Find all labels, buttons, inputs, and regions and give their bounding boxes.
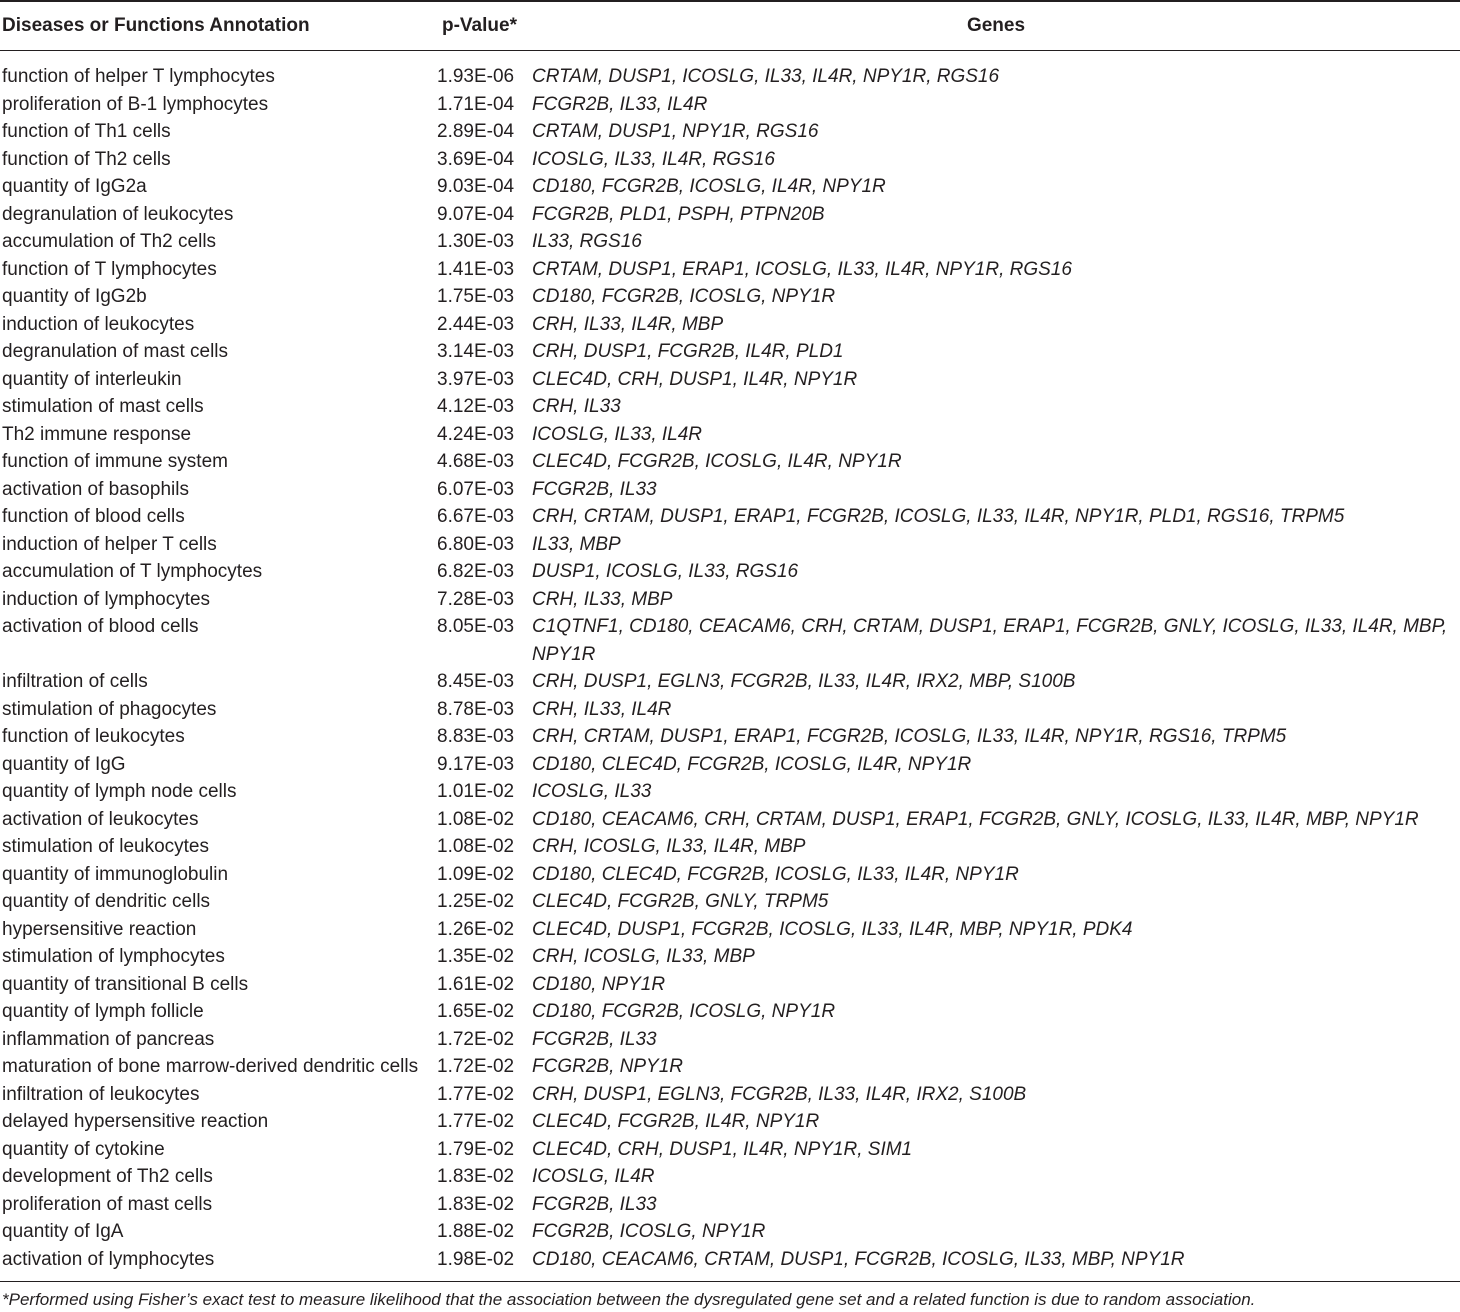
genes-cell: CRH, DUSP1, EGLN3, FCGR2B, IL33, IL4R, IRX2, MBP, S100B — [532, 671, 1076, 692]
genes-cell: CD180, FCGR2B, ICOSLG, IL4R, NPY1R — [532, 176, 886, 197]
genes-cell: CD180, CEACAM6, CRTAM, DUSP1, FCGR2B, ICOSLG, IL33, MBP, NPY1R — [532, 1248, 1185, 1270]
genes-cell: FCGR2B, IL33 — [532, 1193, 657, 1215]
genes-cell: CLEC4D, FCGR2B, IL4R, NPY1R — [532, 1111, 820, 1132]
genes-cell: CRH, ICOSLG, IL33, MBP — [532, 946, 755, 967]
table-body — [0, 51, 1460, 1274]
table-header-row — [0, 1, 1460, 51]
genes-cell: CRH, DUSP1, FCGR2B, IL4R, PLD1 — [532, 341, 844, 362]
genes-cell: DUSP1, ICOSLG, IL33, RGS16 — [532, 561, 799, 582]
genes-cell: ICOSLG, IL4R — [532, 1166, 655, 1187]
table-row — [0, 146, 1460, 174]
footnote: *Performed using Fisher’s exact test to measure likelihood that the association between the dysregulated gene set and a related function is due to random association. — [2, 1290, 1256, 1309]
annotation-cell: accumulation of Th2 cells — [2, 231, 217, 252]
p-value-cell: 8.78E-03 — [437, 698, 515, 720]
table-row — [0, 228, 1460, 256]
genes-cell: FCGR2B, PLD1, PSPH, PTPN20B — [532, 203, 825, 225]
table-row — [0, 1218, 1460, 1246]
annotation-cell: quantity of IgG2a — [2, 176, 147, 197]
genes-cell: CRH, CRTAM, DUSP1, ERAP1, FCGR2B, ICOSLG, IL33, IL4R, NPY1R, RGS16, TRPM5 — [532, 726, 1287, 747]
genes-cell: CD180, FCGR2B, ICOSLG, NPY1R — [532, 1001, 836, 1022]
genes-cell: FCGR2B, IL33 — [532, 1028, 657, 1050]
annotation-cell: inflammation of pancreas — [2, 1028, 215, 1050]
p-value-cell: 4.68E-03 — [437, 451, 515, 472]
genes-cell: CRTAM, DUSP1, NPY1R, RGS16 — [532, 121, 819, 142]
annotation-cell: induction of helper T cells — [2, 533, 217, 555]
genes-cell: CD180, CLEC4D, FCGR2B, ICOSLG, IL4R, NPY1R — [532, 753, 972, 775]
p-value-cell: 1.30E-03 — [437, 231, 515, 252]
p-value-cell: 1.09E-02 — [437, 863, 515, 885]
annotation-cell: stimulation of phagocytes — [2, 698, 217, 720]
annotation-cell: quantity of IgA — [2, 1221, 124, 1242]
p-value-cell: 1.79E-02 — [437, 1138, 515, 1160]
table-row — [0, 531, 1460, 559]
table-row — [0, 421, 1460, 449]
p-value-cell: 2.44E-03 — [437, 313, 515, 335]
annotation-cell: infiltration of leukocytes — [2, 1083, 200, 1105]
genes-cell: ICOSLG, IL33, IL4R — [532, 423, 703, 445]
p-value-cell: 1.77E-02 — [437, 1083, 515, 1105]
table-row — [0, 998, 1460, 1026]
header-p-value: p-Value* — [418, 1, 532, 51]
table-row — [0, 311, 1460, 339]
genes-cell: CRH, IL33, IL4R — [532, 698, 672, 720]
genes-cell: CRH, IL33, MBP — [532, 588, 673, 610]
annotation-cell: stimulation of leukocytes — [2, 836, 209, 857]
annotation-cell: function of T lymphocytes — [2, 258, 217, 280]
p-value-cell: 1.41E-03 — [437, 258, 515, 280]
annotation-cell: stimulation of lymphocytes — [2, 946, 225, 967]
p-value-cell: 2.89E-04 — [437, 121, 515, 142]
genes-cell: CRTAM, DUSP1, ICOSLG, IL33, IL4R, NPY1R, RGS16 — [532, 66, 1000, 87]
p-value-cell: 1.83E-02 — [437, 1166, 515, 1187]
annotation-cell: quantity of cytokine — [2, 1138, 165, 1160]
p-value-cell: 1.98E-02 — [437, 1248, 515, 1270]
p-value-cell: 7.28E-03 — [437, 588, 515, 610]
genes-cell: C1QTNF1, CD180, CEACAM6, CRH, CRTAM, DUSP1, ERAP1, FCGR2B, GNLY, ICOSLG, IL33, IL4R, MBP, NPY1R — [532, 616, 1448, 665]
genes-cell: CD180, FCGR2B, ICOSLG, NPY1R — [532, 286, 836, 307]
genes-cell: CD180, CEACAM6, CRH, CRTAM, DUSP1, ERAP1, FCGR2B, GNLY, ICOSLG, IL33, IL4R, MBP, NPY1R — [532, 808, 1419, 830]
annotation-cell: quantity of dendritic cells — [2, 891, 211, 912]
table-row — [0, 1053, 1460, 1081]
annotation-cell: quantity of transitional B cells — [2, 973, 249, 995]
annotation-cell: hypersensitive reaction — [2, 918, 197, 940]
annotation-cell: quantity of interleukin — [2, 368, 182, 390]
p-value-cell: 1.83E-02 — [437, 1193, 515, 1215]
annotation-cell: activation of blood cells — [2, 616, 199, 637]
p-value-cell: 4.24E-03 — [437, 423, 515, 445]
p-value-cell: 9.07E-04 — [437, 203, 515, 225]
table-row — [0, 448, 1460, 476]
table-row — [0, 723, 1460, 751]
genes-cell: CRH, IL33 — [532, 396, 621, 417]
annotation-cell: quantity of lymph node cells — [2, 781, 237, 802]
p-value-cell: 3.14E-03 — [437, 341, 515, 362]
annotation-cell: induction of lymphocytes — [2, 588, 211, 610]
table-row — [0, 1081, 1460, 1109]
table-row — [0, 943, 1460, 971]
p-value-cell: 6.80E-03 — [437, 533, 515, 555]
annotation-cell: function of Th1 cells — [2, 121, 171, 142]
annotation-cell: Th2 immune response — [2, 423, 192, 445]
genes-cell: FCGR2B, ICOSLG, NPY1R — [532, 1221, 766, 1242]
p-value-cell: 1.08E-02 — [437, 836, 515, 857]
genes-cell: CLEC4D, FCGR2B, GNLY, TRPM5 — [532, 891, 829, 912]
annotation-cell: stimulation of mast cells — [2, 396, 204, 417]
table-row — [0, 1108, 1460, 1136]
annotation-cell: activation of leukocytes — [2, 808, 199, 830]
table-row — [0, 201, 1460, 229]
p-value-cell: 1.01E-02 — [437, 781, 515, 802]
p-value-cell: 1.93E-06 — [437, 66, 515, 87]
genes-cell: IL33, MBP — [532, 533, 621, 555]
table-row — [0, 338, 1460, 366]
annotation-cell: quantity of IgG2b — [2, 286, 147, 307]
table-row — [0, 1246, 1460, 1274]
table-row — [0, 888, 1460, 916]
genes-cell: CLEC4D, FCGR2B, ICOSLG, IL4R, NPY1R — [532, 451, 902, 472]
genes-cell: CLEC4D, DUSP1, FCGR2B, ICOSLG, IL33, IL4R, MBP, NPY1R, PDK4 — [532, 918, 1133, 940]
genes-cell: CD180, NPY1R — [532, 973, 666, 995]
table-row — [0, 1191, 1460, 1219]
p-value-cell: 3.69E-04 — [437, 148, 515, 170]
table-row — [0, 833, 1460, 861]
header-annotation: Diseases or Functions Annotation — [0, 1, 418, 51]
p-value-cell: 1.65E-02 — [437, 1001, 515, 1022]
annotation-cell: infiltration of cells — [2, 671, 148, 692]
table-row — [0, 256, 1460, 284]
p-value-cell: 3.97E-03 — [437, 368, 515, 390]
annotation-cell: accumulation of T lymphocytes — [2, 561, 263, 582]
annotation-cell: activation of basophils — [2, 478, 189, 500]
annotation-cell: maturation of bone marrow-derived dendritic cells — [2, 1056, 419, 1077]
annotation-cell: delayed hypersensitive reaction — [2, 1111, 269, 1132]
p-value-cell: 6.67E-03 — [437, 506, 515, 527]
annotation-cell: degranulation of leukocytes — [2, 203, 234, 225]
p-value-cell: 1.77E-02 — [437, 1111, 515, 1132]
footer-rule — [0, 1281, 1460, 1282]
table-row — [0, 751, 1460, 779]
table-row — [0, 916, 1460, 944]
genes-cell: CD180, CLEC4D, FCGR2B, ICOSLG, IL33, IL4R, NPY1R — [532, 863, 1019, 885]
table-row — [0, 558, 1460, 586]
table-row — [0, 971, 1460, 999]
annotation-cell: function of helper T lymphocytes — [2, 66, 275, 87]
annotation-cell: function of Th2 cells — [2, 148, 171, 170]
genes-cell: CRH, ICOSLG, IL33, IL4R, MBP — [532, 836, 806, 857]
p-value-cell: 4.12E-03 — [437, 396, 515, 417]
table-row — [0, 586, 1460, 614]
p-value-cell: 1.71E-04 — [437, 93, 515, 115]
genes-cell: ICOSLG, IL33 — [532, 781, 652, 802]
genes-cell: FCGR2B, IL33 — [532, 478, 657, 500]
table-row — [0, 503, 1460, 531]
table-row — [0, 1026, 1460, 1054]
p-value-cell: 8.05E-03 — [437, 616, 515, 637]
p-value-cell: 9.03E-04 — [437, 176, 515, 197]
annotation-cell: proliferation of mast cells — [2, 1193, 213, 1215]
genes-cell: CRTAM, DUSP1, ERAP1, ICOSLG, IL33, IL4R, NPY1R, RGS16 — [532, 258, 1072, 280]
p-value-cell: 8.83E-03 — [437, 726, 515, 747]
table-row — [0, 366, 1460, 394]
table-row — [0, 393, 1460, 421]
annotation-cell: degranulation of mast cells — [2, 341, 229, 362]
annotation-cell: quantity of immunoglobulin — [2, 863, 229, 885]
p-value-cell: 1.72E-02 — [437, 1056, 515, 1077]
genes-cell: FCGR2B, IL33, IL4R — [532, 93, 708, 115]
header-genes: Genes — [532, 1, 1460, 51]
table-row — [0, 861, 1460, 889]
annotation-cell: induction of leukocytes — [2, 313, 195, 335]
table-row — [0, 476, 1460, 504]
table-row — [0, 613, 1460, 668]
annotation-cell: function of blood cells — [2, 506, 185, 527]
annotation-cell: quantity of IgG — [2, 753, 126, 775]
genes-cell: CLEC4D, CRH, DUSP1, IL4R, NPY1R — [532, 368, 858, 390]
table-row — [0, 668, 1460, 696]
genes-cell: FCGR2B, NPY1R — [532, 1056, 683, 1077]
p-value-cell: 6.82E-03 — [437, 561, 515, 582]
table-row — [0, 118, 1460, 146]
table-row — [0, 283, 1460, 311]
annotation-cell: development of Th2 cells — [2, 1166, 213, 1187]
genes-cell: CRH, CRTAM, DUSP1, ERAP1, FCGR2B, ICOSLG, IL33, IL4R, NPY1R, PLD1, RGS16, TRPM5 — [532, 506, 1345, 527]
p-value-cell: 1.25E-02 — [437, 891, 515, 912]
table-row — [0, 696, 1460, 724]
p-value-cell: 8.45E-03 — [437, 671, 515, 692]
table-row — [0, 806, 1460, 834]
annotation-cell: function of immune system — [2, 451, 228, 472]
p-value-cell: 1.75E-03 — [437, 286, 515, 307]
table-row — [0, 173, 1460, 201]
table-row — [0, 1136, 1460, 1164]
annotation-cell: quantity of lymph follicle — [2, 1001, 204, 1022]
table-row — [0, 778, 1460, 806]
p-value-cell: 1.26E-02 — [437, 918, 515, 940]
table-row — [0, 91, 1460, 119]
p-value-cell: 6.07E-03 — [437, 478, 515, 500]
annotation-cell: function of leukocytes — [2, 726, 185, 747]
p-value-cell: 9.17E-03 — [437, 753, 515, 775]
genes-cell: CLEC4D, CRH, DUSP1, IL4R, NPY1R, SIM1 — [532, 1138, 913, 1160]
p-value-cell: 1.72E-02 — [437, 1028, 515, 1050]
p-value-cell: 1.35E-02 — [437, 946, 515, 967]
genes-cell: ICOSLG, IL33, IL4R, RGS16 — [532, 148, 775, 170]
genes-cell: IL33, RGS16 — [532, 231, 642, 252]
p-value-cell: 1.88E-02 — [437, 1221, 515, 1242]
annotation-cell: proliferation of B-1 lymphocytes — [2, 93, 269, 115]
p-value-cell: 1.61E-02 — [437, 973, 515, 995]
p-value-cell: 1.08E-02 — [437, 808, 515, 830]
annotation-cell: activation of lymphocytes — [2, 1248, 215, 1270]
genes-cell: CRH, IL33, IL4R, MBP — [532, 313, 724, 335]
genes-cell: CRH, DUSP1, EGLN3, FCGR2B, IL33, IL4R, IRX2, S100B — [532, 1083, 1027, 1105]
table-row — [0, 51, 1460, 91]
table-row — [0, 1163, 1460, 1191]
